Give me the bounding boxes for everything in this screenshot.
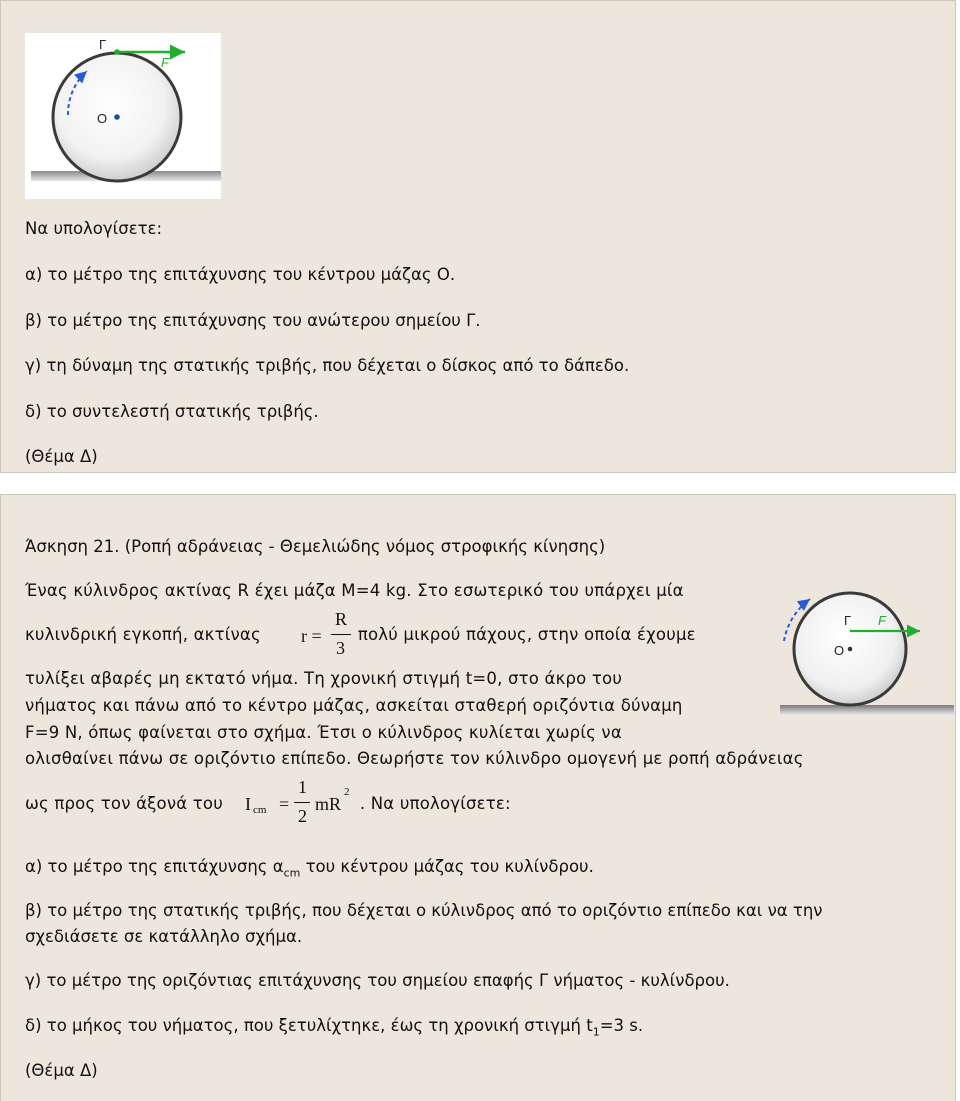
item-a-sub: cm <box>283 866 301 880</box>
floor <box>780 705 954 715</box>
item-b-line2: σχεδιάσετε σε κατάλληλο σχήμα. <box>25 927 303 946</box>
formula-r-den: 3 <box>336 638 345 658</box>
formula-i-num: 1 <box>298 777 307 797</box>
fraction-bar <box>294 802 310 803</box>
formula-i-lhs: I <box>245 794 251 814</box>
item-a <box>25 857 594 879</box>
point-gamma <box>114 49 120 55</box>
label-force: F <box>161 55 169 70</box>
question-a: α) το μέτρο της επιτάχυνσης του κέντρου μάζας Ο. <box>25 265 456 284</box>
formula-i-sub: cm <box>253 804 267 816</box>
text-line-2 <box>25 625 696 644</box>
formula-i-den: 2 <box>298 806 307 826</box>
item-d-post: =3 s. <box>599 1016 644 1035</box>
item-a-post: του κέντρου μάζας του κυλίνδρου. <box>300 857 594 876</box>
center-point <box>114 114 120 120</box>
formula-r-lhs: r = <box>301 626 322 646</box>
text-line-4: νήματος και πάνω από το κέντρο μάζας, ασκείται σταθερή οριζόντια δύναμη <box>25 696 683 715</box>
theme-label: (Θέμα Δ) <box>25 1061 98 1080</box>
question-c: γ) τη δύναμη της στατικής τριβής, που δέχεται ο δίσκος από το δάπεδο. <box>25 356 630 375</box>
text-line-6: ολισθαίνει πάνω σε οριζόντιο επίπεδο. Θεωρήστε τον κύλινδρο ομογενή με ροπή αδράνειας <box>25 749 804 768</box>
formula-i-sup: 2 <box>344 786 350 798</box>
text-line-1: Ένας κύλινδρος ακτίνας R έχει μάζα M=4 kg. Στο εσωτερικό του υπάρχει μία <box>25 581 684 600</box>
item-d-sub: 1 <box>592 1025 600 1039</box>
text-line-2-post: πολύ μικρού πάχους, στην οποία έχουμε <box>357 625 696 644</box>
formula-r <box>297 609 357 663</box>
label-gamma: Γ <box>844 613 852 628</box>
text-line-7-pre: ως προς τον άξονά του <box>25 794 223 813</box>
problem-panel-top <box>0 0 956 473</box>
item-d <box>25 1016 643 1038</box>
item-b-line1: β) το μέτρο της στατικής τριβής, που δέχεται ο κύλινδρος από το οριζόντιο επίπεδο και να την <box>25 901 823 920</box>
item-a-pre: α) το μέτρο της επιτάχυνσης α <box>25 857 284 876</box>
formula-r-num: R <box>335 609 348 629</box>
formula-inertia <box>241 777 371 833</box>
fraction-bar <box>331 634 351 635</box>
text-line-5: F=9 N, όπως φαίνεται στο σχήμα. Έτσι ο κύλινδρος κυλίεται χωρίς να <box>25 723 622 742</box>
formula-i-eq: = <box>279 794 290 814</box>
center-point <box>848 647 853 652</box>
question-d: δ) το συντελεστή στατικής τριβής. <box>25 402 319 421</box>
text-line-3: τυλίξει αβαρές μη εκτατό νήμα. Τη χρονική στιγμή t=0, στο άκρο του <box>25 669 623 688</box>
text-line-7-post: . Να υπολογίσετε: <box>359 794 511 813</box>
formula-i-rhs: mR <box>315 794 342 814</box>
label-force: F <box>878 613 886 628</box>
text-line-2-pre: κυλινδρική εγκοπή, ακτίνας <box>25 625 261 644</box>
exercise-title: Άσκηση 21. (Ροπή αδράνειας - Θεμελιώδης νόμος στροφικής κίνησης) <box>25 537 606 556</box>
heading: Να υπολογίσετε: <box>25 219 163 238</box>
cylinder-figure <box>780 583 954 723</box>
item-d-pre: δ) το μήκος του νήματος, που ξετυλίχτηκε, έως τη χρονική στιγμή t <box>25 1016 593 1035</box>
item-c: γ) το μέτρο της οριζόντιας επιτάχυνσης του σημείου επαφής Γ νήματος - κυλίνδρου. <box>25 971 730 990</box>
label-center: O <box>97 111 108 126</box>
label-center: O <box>834 643 845 658</box>
question-b: β) το μέτρο της επιτάχυνσης του ανώτερου σημείου Γ. <box>25 311 481 330</box>
disk-figure-top <box>25 33 221 199</box>
theme-label: (Θέμα Δ) <box>25 447 98 466</box>
label-gamma: Γ <box>99 37 107 52</box>
